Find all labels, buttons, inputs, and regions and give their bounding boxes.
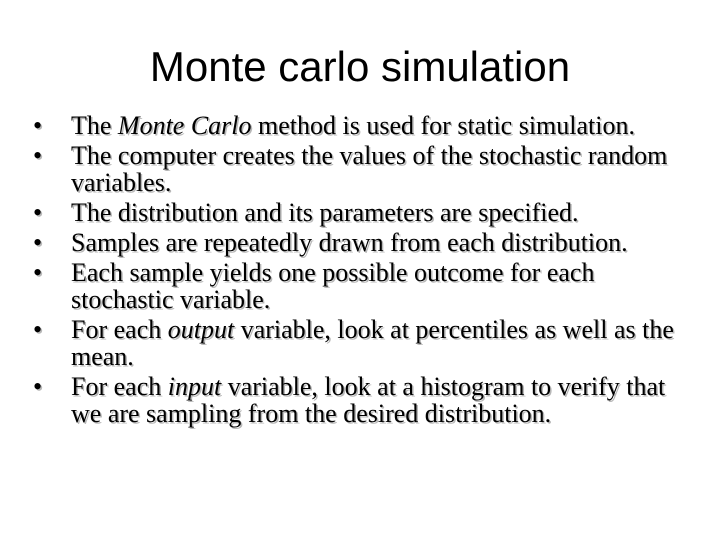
bullet-text [71, 111, 635, 140]
bullet-item [33, 229, 693, 256]
bullet-text [71, 372, 665, 428]
bullet-text-plain: variable, look at a histogram to verify that we are sampling from the desired distribution. [71, 372, 666, 428]
bullet-item [33, 142, 693, 196]
bullet-text-plain: Samples are repeatedly drawn from each distribution. [71, 228, 628, 257]
bullet-text-italic: output [167, 315, 235, 344]
bullet-dot-icon: • [33, 111, 43, 140]
bullet-dot-icon: • [33, 228, 43, 257]
bullet-text-plain: variable, look at percentiles as well as the mean. [71, 315, 674, 371]
bullet-text-plain: The [71, 111, 118, 140]
bullet-item [33, 199, 693, 226]
bullet-text [71, 315, 674, 371]
bullet-dot-icon: • [33, 372, 43, 401]
slide-title: Monte carlo simulation [149, 43, 571, 90]
bullet-text-plain: For each [71, 372, 168, 401]
bullet-item [33, 259, 693, 313]
bullet-text-italic: Monte Carlo [117, 111, 252, 140]
bullet-dot-icon: • [33, 258, 43, 287]
bullet-text [71, 228, 628, 257]
bullet-item [33, 373, 693, 427]
bullet-item [33, 112, 693, 139]
bullet-text [71, 258, 594, 314]
bullet-dot-icon: • [33, 315, 43, 344]
bullet-dot-icon: • [33, 141, 43, 170]
bullet-dot-icon: • [33, 198, 43, 227]
bullet-list [33, 112, 693, 430]
bullet-text-plain: For each [71, 315, 168, 344]
bullet-text [71, 141, 667, 197]
bullet-text-italic: input [167, 372, 222, 401]
bullet-text-plain: The computer creates the values of the stochastic random variables. [71, 141, 668, 197]
bullet-text-plain: Each sample yields one possible outcome for each stochastic variable. [71, 258, 595, 314]
bullet-text [71, 198, 579, 227]
bullet-text-plain: The distribution and its parameters are specified. [71, 198, 579, 227]
bullet-item [33, 316, 693, 370]
bullet-text-plain: method is used for static simulation. [251, 111, 635, 140]
